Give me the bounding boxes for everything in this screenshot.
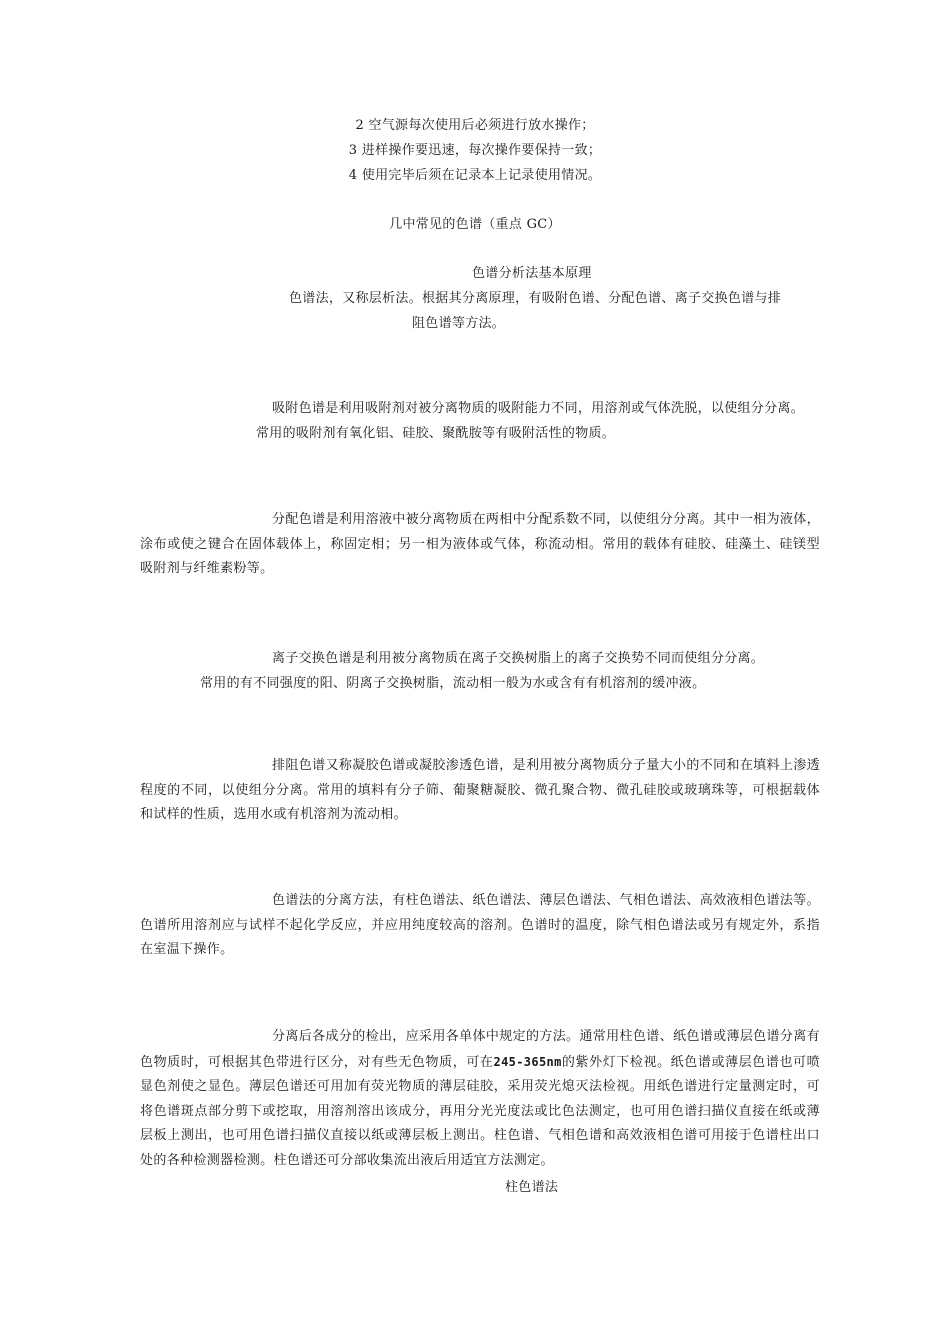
methods-text: 色谱法的分离方法，有柱色谱法、纸色谱法、薄层色谱法、气相色谱法、高效液相色谱法等。色谱所用溶剂应与试样不起化学反应，并应用纯度较高的溶剂。色谱时的温度，除气相色谱法或另有规定外，系指在室温下操作。 [140,893,820,957]
ion-exchange-line-1: 离子交换色谱是利用被分离物质在离子交换树脂上的离子交换势不同而使组分分离。 [272,651,765,666]
section-title: 几中常见的色谱（重点 GC） [389,217,561,232]
detection-text-2: 的紫外灯下检视。纸色谱或薄层色谱也可喷显色剂使之显色。薄层色谱还可用加有荧光物质的薄层硅胶，采用荧光熄灭法检视。用纸色谱进行定量测定时，可将色谱斑点部分剪下或挖取，用溶剂溶出该成分，再用分光光度法或比色法测定，也可用色谱扫描仪直接在纸或薄层板上测出，也可用色谱扫描仪直接以纸或薄层板上测出。柱色谱、气相色谱和高效液相色谱可用接于色谱柱出口处的各种检测器检测。柱色谱还可分部收集流出液后用适宜方法测定。 [140,1054,820,1168]
note-item-2: 2 空气源每次使用后必须进行放水操作； [355,118,595,133]
exclusion-text: 排阻色谱又称凝胶色谱或凝胶渗透色谱，是利用被分离物质分子量大小的不同和在填料上渗透程度的不同，以使组分分离。常用的填料有分子筛、葡聚糖凝胶、微孔聚合物、微孔硅胶或玻璃珠等，可根据载体和试样的性质，选用水或有机溶剂为流动相。 [140,758,820,822]
exclusion-paragraph [140,754,820,828]
principle-line-2: 阻色谱等方法。 [412,316,506,331]
note-item-4: 4 使用完毕后须在记录本上记录使用情况。 [348,168,602,183]
adsorption-line-2: 常用的吸附剂有氧化铝、硅胶、聚酰胺等有吸附活性的物质。 [256,426,616,441]
ion-exchange-line-2: 常用的有不同强度的阳、阴离子交换树脂，流动相一般为水或含有有机溶剂的缓冲液。 [200,676,706,691]
adsorption-line-1: 吸附色谱是利用吸附剂对被分离物质的吸附能力不同，用溶剂或气体洗脱，以使组分分离。 [272,401,805,416]
wavelength-range: 245-365nm [493,1054,562,1069]
detection-text-1: 分离后各成分的检出，应采用各单体中规定的方法。通常用柱色谱、纸色谱或薄层色谱分离有色物质时，可根据其色带进行区分，对有些无色物质，可在 [140,1029,820,1070]
partition-text: 分配色谱是利用溶液中被分离物质在两相中分配系数不同，以使组分分离。其中一相为液体，涂布或使之键合在固体载体上，称固定相；另一相为液体或气体，称流动相。常用的载体有硅胶、硅藻土、硅镁型吸附剂与纤维素粉等。 [140,512,820,576]
methods-paragraph [140,889,820,963]
principle-line-1: 色谱法，又称层析法。根据其分离原理，有吸附色谱、分配色谱、离子交换色谱与排 [289,291,782,306]
partition-paragraph [140,508,820,582]
note-item-3: 3 进样操作要迅速，每次操作要保持一致； [348,143,602,158]
principle-heading: 色谱分析法基本原理 [472,266,592,281]
detection-paragraph [140,1025,820,1173]
column-chromatography-heading: 柱色谱法 [505,1180,559,1195]
